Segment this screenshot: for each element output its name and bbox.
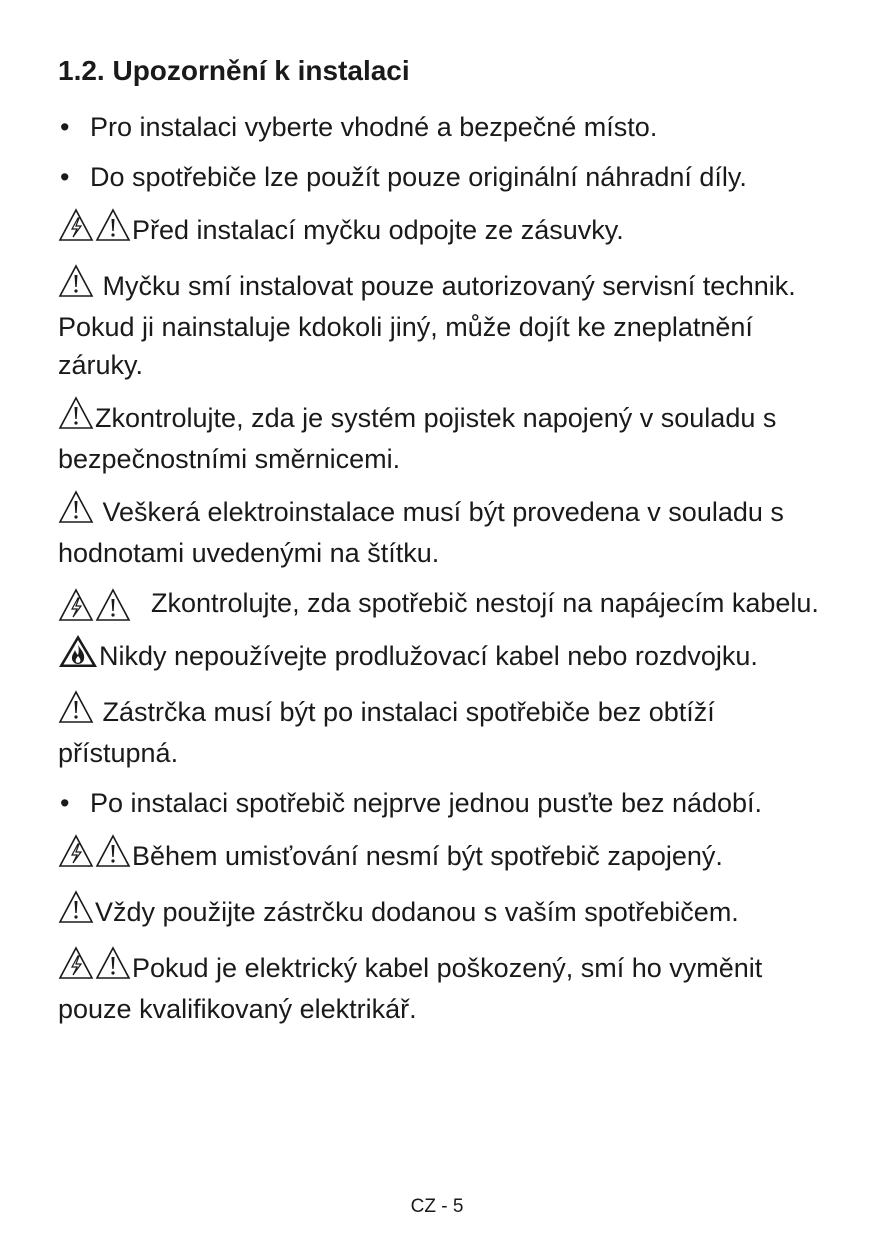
item-text: Zkontrolujte, zda je systém pojistek napojený v souladu s bezpečnostními směrnicemi. (58, 403, 777, 474)
warning-item (58, 396, 820, 478)
electric-warning-icon (58, 946, 94, 980)
warning-icon (58, 396, 94, 430)
icon-group (58, 834, 132, 878)
item-text: Po instalaci spotřebič nejprve jednou pusťte bez nádobí. (90, 788, 763, 818)
item-text: Pro instalaci vyberte vhodné a bezpečné místo. (90, 112, 658, 142)
warning-item (58, 264, 820, 384)
list-item (58, 784, 820, 822)
document-page (58, 52, 820, 1040)
warning-item (58, 890, 820, 934)
warning-icon (95, 946, 131, 980)
electric-warning-icon (58, 588, 94, 622)
icon-group (58, 690, 95, 734)
warning-icon (58, 490, 94, 524)
electric-warning-icon (58, 834, 94, 868)
item-text: Nikdy nepoužívejte prodlužovací kabel nebo rozdvojku. (99, 641, 758, 671)
icon-group (58, 890, 95, 934)
icon-group (58, 264, 95, 308)
bullet: • (60, 162, 70, 192)
item-text: Před instalací myčku odpojte ze zásuvky. (132, 215, 624, 245)
item-text: Zástrčka musí být po instalaci spotřebiče bez obtíží přístupná. (58, 697, 715, 768)
warning-item (58, 946, 820, 1028)
bullet: • (60, 112, 70, 142)
icon-group (58, 946, 132, 990)
item-text: Zkontrolujte, zda spotřebič nestojí na napájecím kabelu. (151, 588, 819, 618)
icon-group (58, 634, 99, 678)
warning-item (58, 208, 820, 252)
warning-item (58, 690, 820, 772)
item-text: Veškerá elektroinstalace musí být provedena v souladu s hodnotami uvedenými na štítku. (58, 497, 784, 568)
item-text: Pokud je elektrický kabel poškozený, smí ho vyměnit pouze kvalifikovaný elektrikář. (58, 953, 763, 1024)
fire-warning-icon (58, 634, 98, 668)
icon-group (58, 588, 132, 632)
icon-group (58, 396, 95, 440)
list-item (58, 158, 820, 196)
item-text: Do spotřebiče lze použít pouze originální náhradní díly. (90, 162, 747, 192)
warning-icon (95, 208, 131, 242)
electric-warning-icon (58, 208, 94, 242)
item-text: Vždy použijte zástrčku dodanou s vaším spotřebičem. (95, 897, 739, 927)
warning-item (58, 490, 820, 572)
warning-item (58, 634, 820, 678)
warning-item (58, 584, 820, 622)
warning-icon (58, 690, 94, 724)
warning-item (58, 834, 820, 878)
list-item (58, 108, 820, 146)
bullet: • (60, 788, 70, 818)
warning-icon (58, 264, 94, 298)
icon-group (58, 490, 95, 534)
page-number: CZ - 5 (410, 1196, 464, 1217)
section-title: 1.2. Upozornění k instalaci (58, 55, 410, 86)
warning-icon (95, 588, 131, 622)
warning-icon (58, 890, 94, 924)
item-text: Během umisťování nesmí být spotřebič zapojený. (132, 841, 723, 871)
icon-group (58, 208, 132, 252)
warning-icon (95, 834, 131, 868)
item-text: Myčku smí instalovat pouze autorizovaný servisní technik. Pokud ji nainstaluje kdokoli jiný, může dojít ke zneplatnění záruky. (58, 271, 796, 380)
